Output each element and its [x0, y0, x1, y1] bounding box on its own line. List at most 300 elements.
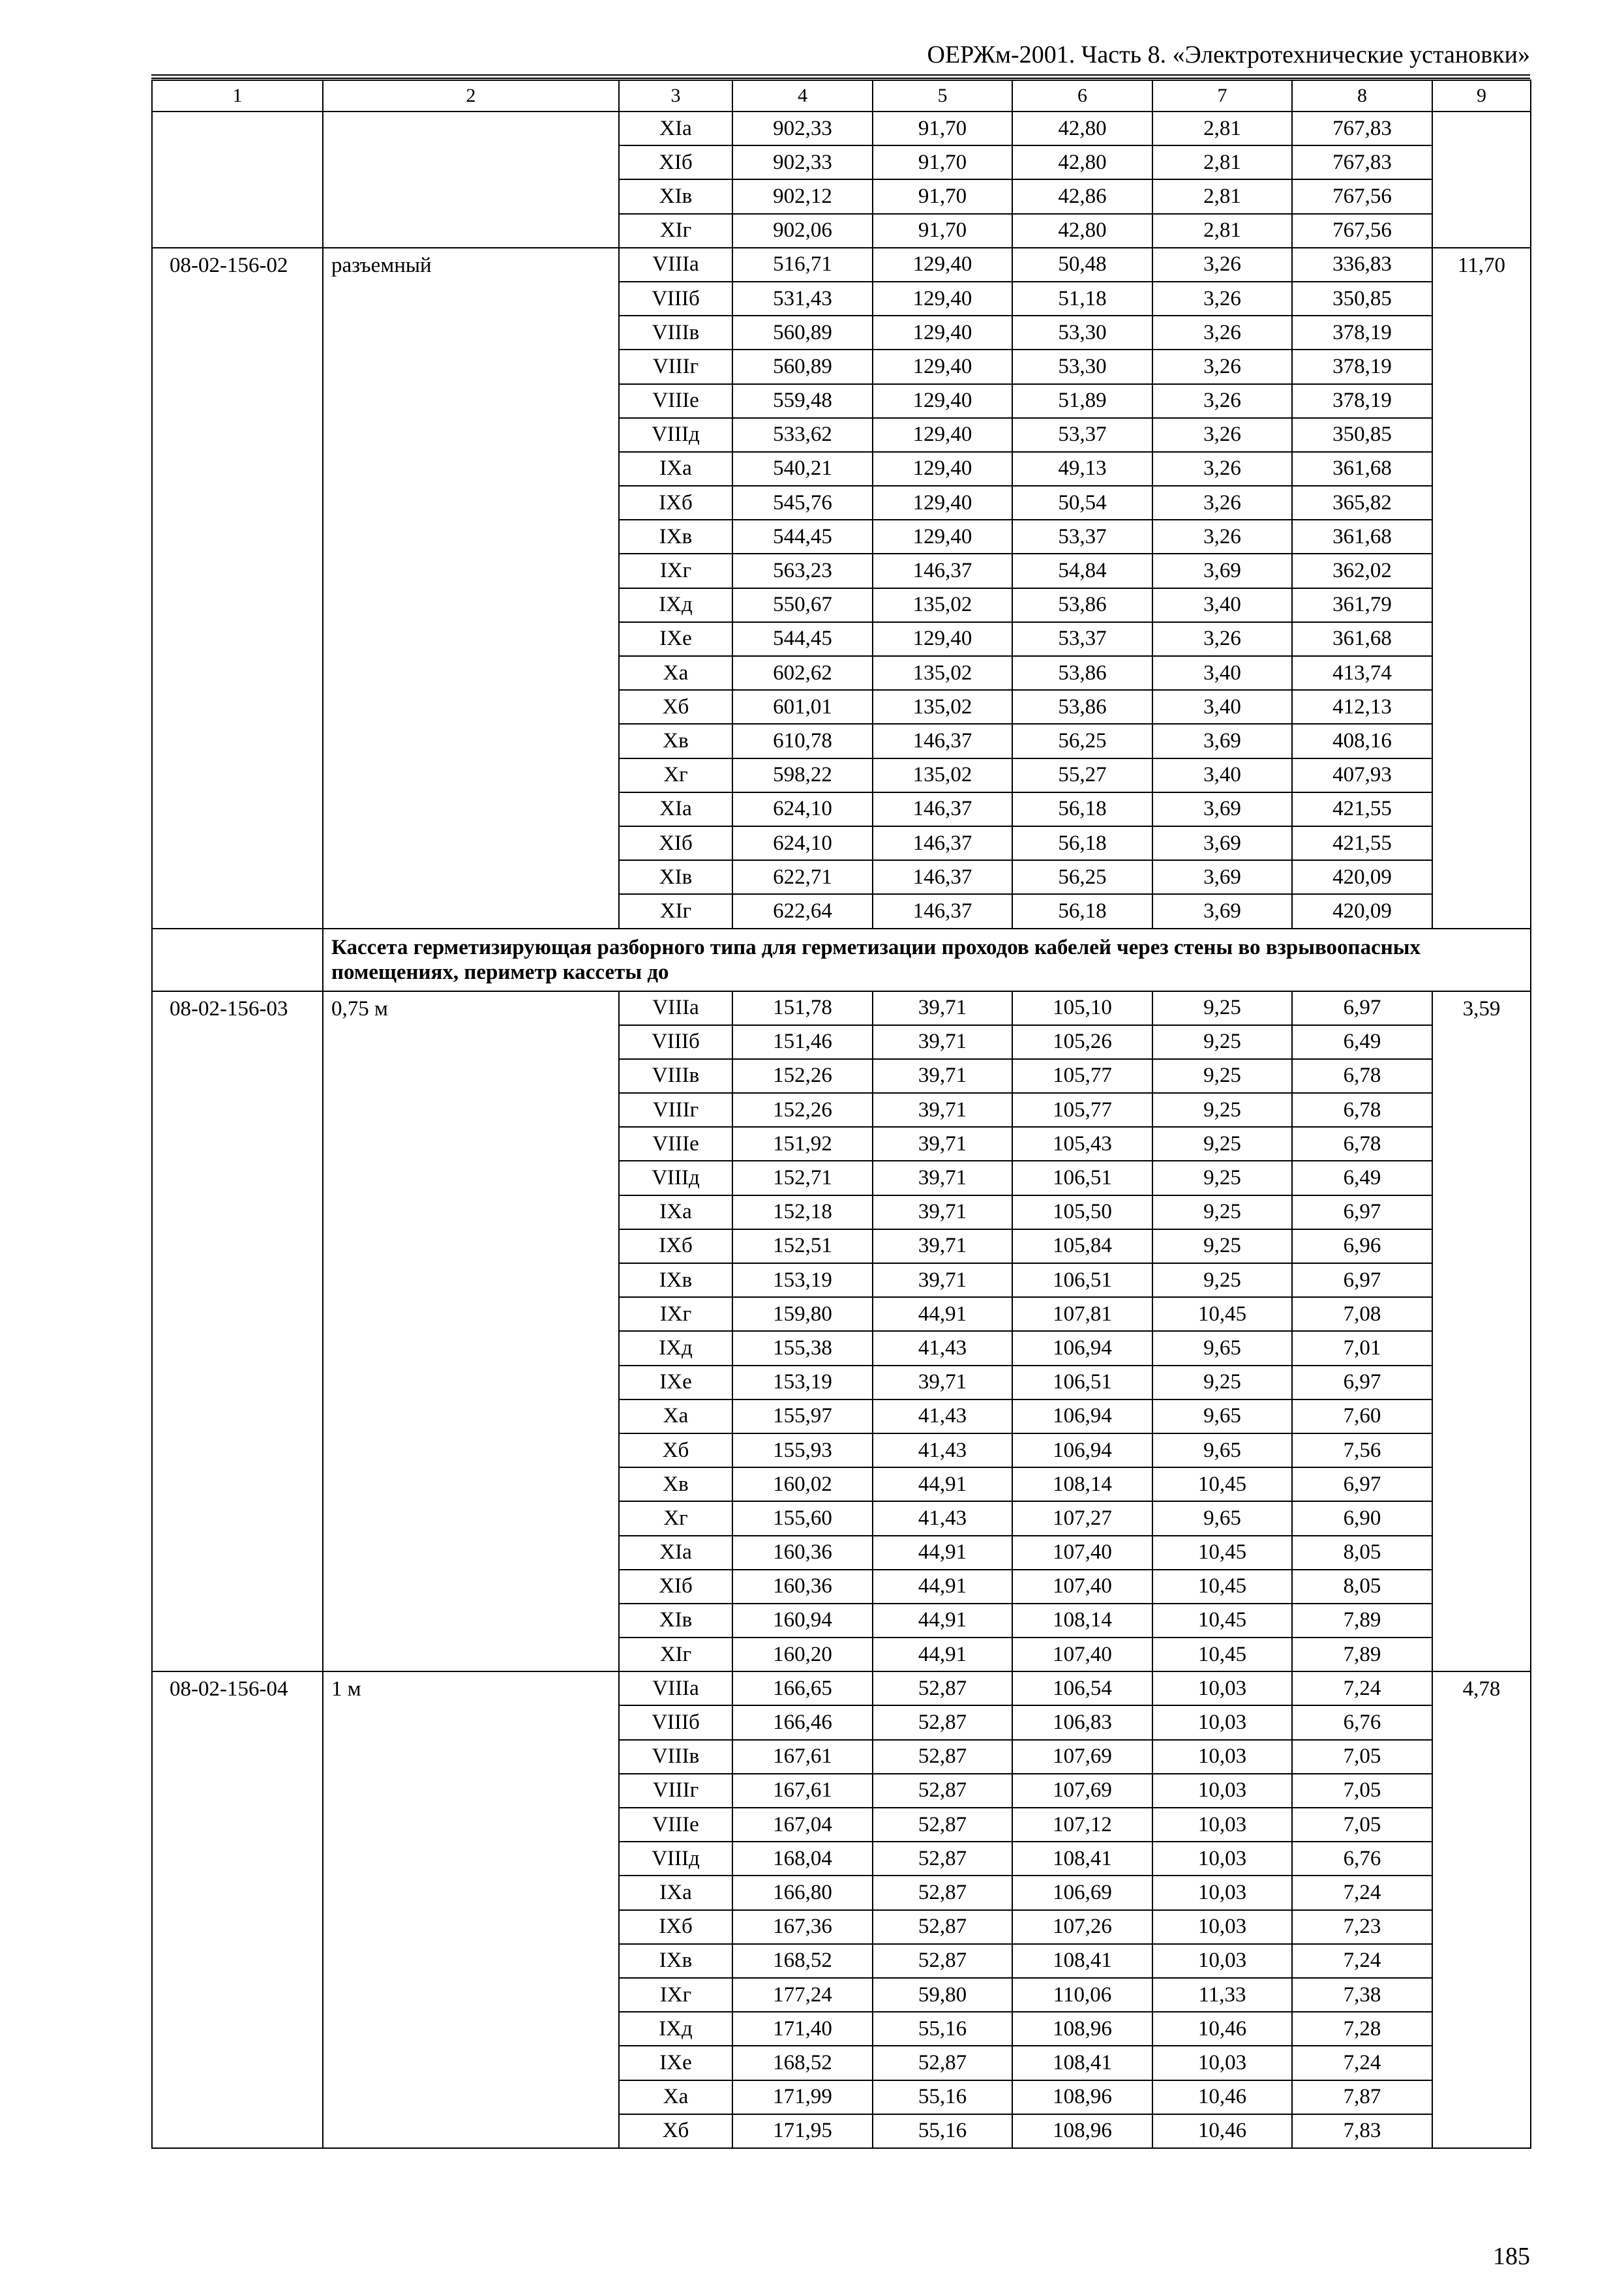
zone-class-cell: XIг	[619, 1638, 732, 1671]
wages-cell: 52,87	[873, 1842, 1012, 1876]
machinist-wages-cell: 3,26	[1152, 248, 1292, 282]
materials-cell: 361,68	[1292, 520, 1432, 554]
materials-cell: 420,09	[1292, 860, 1432, 894]
wages-cell: 55,16	[873, 2012, 1012, 2046]
machinist-wages-cell: 2,81	[1152, 112, 1292, 145]
machinist-wages-cell: 9,25	[1152, 1366, 1292, 1399]
machine-cost-cell: 106,69	[1012, 1876, 1152, 1909]
wages-cell: 39,71	[873, 1127, 1012, 1161]
zone-class-cell: IXв	[619, 1263, 732, 1297]
total-cost-cell: 155,97	[732, 1399, 873, 1433]
zone-class-cell: Xг	[619, 1501, 732, 1535]
wages-cell: 129,40	[873, 452, 1012, 486]
section-heading-row	[152, 929, 1531, 991]
wages-cell: 39,71	[873, 1059, 1012, 1093]
zone-class-cell: VIIIе	[619, 384, 732, 418]
machine-cost-cell: 107,40	[1012, 1570, 1152, 1604]
total-cost-cell: 622,64	[732, 894, 873, 928]
zone-class-cell: IXе	[619, 2046, 732, 2080]
zone-class-cell: IXг	[619, 554, 732, 588]
machine-cost-cell: 51,18	[1012, 282, 1152, 316]
machinist-wages-cell: 9,25	[1152, 1161, 1292, 1195]
wages-cell: 55,16	[873, 2080, 1012, 2114]
total-cost-cell: 544,45	[732, 520, 873, 554]
wages-cell: 129,40	[873, 384, 1012, 418]
machine-cost-cell: 108,96	[1012, 2114, 1152, 2148]
materials-cell: 6,76	[1292, 1842, 1432, 1876]
materials-cell: 361,68	[1292, 452, 1432, 486]
materials-cell: 767,83	[1292, 112, 1432, 145]
materials-cell: 365,82	[1292, 486, 1432, 520]
materials-cell: 7,83	[1292, 2114, 1432, 2148]
materials-cell: 7,05	[1292, 1808, 1432, 1842]
materials-cell: 421,55	[1292, 792, 1432, 826]
wages-cell: 129,40	[873, 316, 1012, 350]
materials-cell: 767,56	[1292, 179, 1432, 213]
wages-cell: 44,91	[873, 1638, 1012, 1671]
total-cost-cell: 152,71	[732, 1161, 873, 1195]
machine-cost-cell: 53,86	[1012, 656, 1152, 690]
materials-cell: 7,87	[1292, 2080, 1432, 2114]
materials-cell: 7,89	[1292, 1638, 1432, 1671]
wages-cell: 39,71	[873, 1025, 1012, 1059]
total-cost-cell: 152,51	[732, 1229, 873, 1263]
section-heading: Кассета герметизирующая разборного типа для герметизации проходов кабелей через стены во взрывоопасных помещениях, периметр кассеты до	[323, 929, 1531, 991]
zone-class-cell: XIа	[619, 112, 732, 145]
zone-class-cell: IXе	[619, 622, 732, 656]
materials-cell: 7,24	[1292, 1671, 1432, 1705]
zone-class-cell: IXа	[619, 1876, 732, 1909]
machine-cost-cell: 108,96	[1012, 2080, 1152, 2114]
materials-cell: 7,08	[1292, 1297, 1432, 1331]
materials-cell: 378,19	[1292, 350, 1432, 383]
machinist-wages-cell: 3,40	[1152, 656, 1292, 690]
machine-cost-cell: 50,48	[1012, 248, 1152, 282]
machine-cost-cell: 106,51	[1012, 1161, 1152, 1195]
zone-class-cell: IXв	[619, 1944, 732, 1978]
materials-cell: 378,19	[1292, 316, 1432, 350]
materials-cell: 6,97	[1292, 1195, 1432, 1229]
wages-cell: 39,71	[873, 1093, 1012, 1127]
wages-cell: 52,87	[873, 1876, 1012, 1909]
wages-cell: 129,40	[873, 248, 1012, 282]
rate-name-cell	[323, 112, 619, 248]
machinist-wages-cell: 10,46	[1152, 2114, 1292, 2148]
zone-class-cell: Xг	[619, 758, 732, 792]
machinist-wages-cell: 3,40	[1152, 588, 1292, 622]
machinist-wages-cell: 9,65	[1152, 1399, 1292, 1433]
machinist-wages-cell: 9,25	[1152, 1093, 1292, 1127]
total-cost-cell: 171,99	[732, 2080, 873, 2114]
machinist-wages-cell: 10,45	[1152, 1638, 1292, 1671]
machine-cost-cell: 53,86	[1012, 690, 1152, 724]
machine-cost-cell: 56,18	[1012, 826, 1152, 860]
materials-cell: 420,09	[1292, 894, 1432, 928]
machinist-wages-cell: 10,45	[1152, 1536, 1292, 1570]
machinist-wages-cell: 3,26	[1152, 282, 1292, 316]
total-cost-cell: 563,23	[732, 554, 873, 588]
total-cost-cell: 560,89	[732, 350, 873, 383]
total-cost-cell: 153,19	[732, 1366, 873, 1399]
materials-cell: 6,97	[1292, 1366, 1432, 1399]
total-cost-cell: 168,52	[732, 2046, 873, 2080]
materials-cell: 7,24	[1292, 1944, 1432, 1978]
zone-class-cell: VIIIг	[619, 350, 732, 383]
running-header: ОЕРЖм-2001. Часть 8. «Электротехнические установки»	[927, 41, 1530, 68]
total-cost-cell: 601,01	[732, 690, 873, 724]
materials-cell: 7,23	[1292, 1910, 1432, 1944]
machine-cost-cell: 53,37	[1012, 520, 1152, 554]
column-number-cell: 3	[619, 80, 732, 112]
zone-class-cell: Xа	[619, 1399, 732, 1433]
total-cost-cell: 151,46	[732, 1025, 873, 1059]
materials-cell: 7,05	[1292, 1774, 1432, 1808]
materials-cell: 361,68	[1292, 622, 1432, 656]
machinist-wages-cell: 3,69	[1152, 724, 1292, 758]
wages-cell: 55,16	[873, 2114, 1012, 2148]
machine-cost-cell: 42,86	[1012, 179, 1152, 213]
rates-table	[151, 80, 1531, 2149]
machine-cost-cell: 42,80	[1012, 145, 1152, 179]
total-cost-cell: 171,95	[732, 2114, 873, 2148]
zone-class-cell: IXб	[619, 1229, 732, 1263]
machine-cost-cell: 105,77	[1012, 1093, 1152, 1127]
machine-cost-cell: 42,80	[1012, 214, 1152, 248]
empty-cell	[152, 929, 323, 991]
total-cost-cell: 902,33	[732, 145, 873, 179]
machine-cost-cell: 53,37	[1012, 622, 1152, 656]
wages-cell: 52,87	[873, 1671, 1012, 1705]
machinist-wages-cell: 2,81	[1152, 179, 1292, 213]
machinist-wages-cell: 9,25	[1152, 1229, 1292, 1263]
machinist-wages-cell: 10,03	[1152, 1705, 1292, 1739]
zone-class-cell: Xа	[619, 2080, 732, 2114]
zone-class-cell: XIг	[619, 214, 732, 248]
machinist-wages-cell: 10,03	[1152, 1842, 1292, 1876]
zone-class-cell: VIIIг	[619, 1774, 732, 1808]
zone-class-cell: IXе	[619, 1366, 732, 1399]
wages-cell: 91,70	[873, 214, 1012, 248]
zone-class-cell: Xб	[619, 1433, 732, 1467]
machinist-wages-cell: 3,26	[1152, 520, 1292, 554]
zone-class-cell: XIв	[619, 1604, 732, 1638]
machine-cost-cell: 106,94	[1012, 1399, 1152, 1433]
machinist-wages-cell: 10,03	[1152, 2046, 1292, 2080]
machine-cost-cell: 53,37	[1012, 418, 1152, 452]
total-cost-cell: 155,60	[732, 1501, 873, 1535]
column-number-cell: 1	[152, 80, 323, 112]
wages-cell: 44,91	[873, 1570, 1012, 1604]
wages-cell: 44,91	[873, 1467, 1012, 1501]
wages-cell: 91,70	[873, 112, 1012, 145]
total-cost-cell: 166,46	[732, 1705, 873, 1739]
wages-cell: 146,37	[873, 860, 1012, 894]
zone-class-cell: XIб	[619, 826, 732, 860]
zone-class-cell: VIIIе	[619, 1127, 732, 1161]
machinist-wages-cell: 3,26	[1152, 350, 1292, 383]
machinist-wages-cell: 11,33	[1152, 1978, 1292, 2012]
total-cost-cell: 160,20	[732, 1638, 873, 1671]
column-number-cell: 9	[1432, 80, 1531, 112]
wages-cell: 39,71	[873, 1161, 1012, 1195]
zone-class-cell: VIIIе	[619, 1808, 732, 1842]
total-cost-cell: 902,12	[732, 179, 873, 213]
zone-class-cell: Xб	[619, 690, 732, 724]
page-number: 185	[1493, 2243, 1530, 2270]
materials-cell: 408,16	[1292, 724, 1432, 758]
total-cost-cell: 610,78	[732, 724, 873, 758]
materials-cell: 413,74	[1292, 656, 1432, 690]
machine-cost-cell: 107,27	[1012, 1501, 1152, 1535]
zone-class-cell: IXа	[619, 1195, 732, 1229]
machinist-wages-cell: 3,69	[1152, 792, 1292, 826]
zone-class-cell: VIIIд	[619, 418, 732, 452]
materials-cell: 336,83	[1292, 248, 1432, 282]
materials-cell: 350,85	[1292, 418, 1432, 452]
materials-cell: 7,24	[1292, 1876, 1432, 1909]
materials-cell: 7,28	[1292, 2012, 1432, 2046]
rate-name-cell: 1 м	[323, 1671, 619, 2148]
rate-code-cell: 08-02-156-03	[152, 991, 323, 1672]
wages-cell: 129,40	[873, 520, 1012, 554]
wages-cell: 39,71	[873, 1229, 1012, 1263]
zone-class-cell: Xа	[619, 656, 732, 690]
machine-cost-cell: 107,69	[1012, 1740, 1152, 1774]
wages-cell: 52,87	[873, 1740, 1012, 1774]
wages-cell: 44,91	[873, 1297, 1012, 1331]
materials-cell: 361,79	[1292, 588, 1432, 622]
wages-cell: 146,37	[873, 826, 1012, 860]
machine-cost-cell: 106,51	[1012, 1366, 1152, 1399]
total-cost-cell: 155,93	[732, 1433, 873, 1467]
machine-cost-cell: 107,69	[1012, 1774, 1152, 1808]
wages-cell: 91,70	[873, 179, 1012, 213]
table-row	[152, 112, 1531, 145]
machine-cost-cell: 107,40	[1012, 1638, 1152, 1671]
machinist-wages-cell: 3,69	[1152, 860, 1292, 894]
machine-cost-cell: 108,41	[1012, 2046, 1152, 2080]
materials-cell: 421,55	[1292, 826, 1432, 860]
zone-class-cell: VIIIа	[619, 248, 732, 282]
total-cost-cell: 152,18	[732, 1195, 873, 1229]
total-cost-cell: 177,24	[732, 1978, 873, 2012]
materials-cell: 6,96	[1292, 1229, 1432, 1263]
materials-cell: 362,02	[1292, 554, 1432, 588]
zone-class-cell: IXд	[619, 2012, 732, 2046]
total-cost-cell: 152,26	[732, 1093, 873, 1127]
materials-cell: 6,76	[1292, 1705, 1432, 1739]
materials-cell: 7,89	[1292, 1604, 1432, 1638]
total-cost-cell: 166,65	[732, 1671, 873, 1705]
materials-cell: 7,05	[1292, 1740, 1432, 1774]
machine-cost-cell: 110,06	[1012, 1978, 1152, 2012]
machine-cost-cell: 105,43	[1012, 1127, 1152, 1161]
machine-cost-cell: 106,94	[1012, 1331, 1152, 1365]
zone-class-cell: IXб	[619, 1910, 732, 1944]
total-cost-cell: 151,78	[732, 991, 873, 1025]
materials-cell: 6,90	[1292, 1501, 1432, 1535]
rate-name-cell: 0,75 м	[323, 991, 619, 1672]
machinist-wages-cell: 3,26	[1152, 452, 1292, 486]
wages-cell: 44,91	[873, 1604, 1012, 1638]
machine-cost-cell: 106,54	[1012, 1671, 1152, 1705]
machine-cost-cell: 56,25	[1012, 860, 1152, 894]
machine-cost-cell: 105,10	[1012, 991, 1152, 1025]
zone-class-cell: VIIIб	[619, 1025, 732, 1059]
total-cost-cell: 902,06	[732, 214, 873, 248]
machine-cost-cell: 49,13	[1012, 452, 1152, 486]
wages-cell: 52,87	[873, 1944, 1012, 1978]
wages-cell: 44,91	[873, 1536, 1012, 1570]
total-cost-cell: 545,76	[732, 486, 873, 520]
zone-class-cell: XIб	[619, 1570, 732, 1604]
zone-class-cell: IXд	[619, 588, 732, 622]
machine-cost-cell: 53,30	[1012, 316, 1152, 350]
materials-cell: 7,56	[1292, 1433, 1432, 1467]
total-cost-cell: 160,02	[732, 1467, 873, 1501]
wages-cell: 135,02	[873, 690, 1012, 724]
materials-cell: 407,93	[1292, 758, 1432, 792]
wages-cell: 52,87	[873, 1774, 1012, 1808]
zone-class-cell: VIIIа	[619, 991, 732, 1025]
machinist-wages-cell: 3,40	[1152, 758, 1292, 792]
labor-cost-cell: 3,59	[1432, 991, 1531, 1672]
total-cost-cell: 160,36	[732, 1570, 873, 1604]
wages-cell: 146,37	[873, 792, 1012, 826]
total-cost-cell: 531,43	[732, 282, 873, 316]
machine-cost-cell: 108,14	[1012, 1467, 1152, 1501]
machinist-wages-cell: 3,69	[1152, 554, 1292, 588]
wages-cell: 41,43	[873, 1331, 1012, 1365]
machinist-wages-cell: 3,69	[1152, 826, 1292, 860]
zone-class-cell: VIIIв	[619, 1740, 732, 1774]
machinist-wages-cell: 9,25	[1152, 1025, 1292, 1059]
materials-cell: 8,05	[1292, 1536, 1432, 1570]
machinist-wages-cell: 10,46	[1152, 2080, 1292, 2114]
materials-cell: 378,19	[1292, 384, 1432, 418]
machine-cost-cell: 53,30	[1012, 350, 1152, 383]
wages-cell: 129,40	[873, 622, 1012, 656]
total-cost-cell: 160,94	[732, 1604, 873, 1638]
zone-class-cell: VIIIв	[619, 316, 732, 350]
column-number-cell: 4	[732, 80, 873, 112]
total-cost-cell: 167,04	[732, 1808, 873, 1842]
header-rule	[151, 74, 1530, 79]
machine-cost-cell: 106,94	[1012, 1433, 1152, 1467]
zone-class-cell: IXг	[619, 1297, 732, 1331]
machine-cost-cell: 56,18	[1012, 792, 1152, 826]
machinist-wages-cell: 10,03	[1152, 1774, 1292, 1808]
wages-cell: 52,87	[873, 1808, 1012, 1842]
total-cost-cell: 159,80	[732, 1297, 873, 1331]
machine-cost-cell: 107,40	[1012, 1536, 1152, 1570]
machine-cost-cell: 105,26	[1012, 1025, 1152, 1059]
machine-cost-cell: 56,25	[1012, 724, 1152, 758]
wages-cell: 129,40	[873, 350, 1012, 383]
machinist-wages-cell: 9,25	[1152, 1127, 1292, 1161]
column-number-cell: 6	[1012, 80, 1152, 112]
labor-cost-cell: 11,70	[1432, 248, 1531, 929]
machine-cost-cell: 106,51	[1012, 1263, 1152, 1297]
machinist-wages-cell: 9,25	[1152, 1263, 1292, 1297]
machinist-wages-cell: 9,25	[1152, 1059, 1292, 1093]
total-cost-cell: 598,22	[732, 758, 873, 792]
zone-class-cell: XIб	[619, 145, 732, 179]
wages-cell: 135,02	[873, 758, 1012, 792]
machine-cost-cell: 50,54	[1012, 486, 1152, 520]
total-cost-cell: 166,80	[732, 1876, 873, 1909]
zone-class-cell: Xб	[619, 2114, 732, 2148]
materials-cell: 6,78	[1292, 1093, 1432, 1127]
machine-cost-cell: 105,50	[1012, 1195, 1152, 1229]
table-row	[152, 1671, 1531, 1705]
wages-cell: 91,70	[873, 145, 1012, 179]
machinist-wages-cell: 3,26	[1152, 486, 1292, 520]
total-cost-cell: 167,36	[732, 1910, 873, 1944]
total-cost-cell: 550,67	[732, 588, 873, 622]
machine-cost-cell: 107,81	[1012, 1297, 1152, 1331]
table-row	[152, 991, 1531, 1025]
wages-cell: 39,71	[873, 1366, 1012, 1399]
rate-code-cell: 08-02-156-02	[152, 248, 323, 929]
machine-cost-cell: 108,41	[1012, 1944, 1152, 1978]
zone-class-cell: IXв	[619, 520, 732, 554]
column-number-cell: 8	[1292, 80, 1432, 112]
materials-cell: 8,05	[1292, 1570, 1432, 1604]
wages-cell: 129,40	[873, 486, 1012, 520]
zone-class-cell: XIа	[619, 1536, 732, 1570]
machinist-wages-cell: 9,25	[1152, 1195, 1292, 1229]
materials-cell: 6,78	[1292, 1059, 1432, 1093]
total-cost-cell: 171,40	[732, 2012, 873, 2046]
machinist-wages-cell: 10,45	[1152, 1570, 1292, 1604]
wages-cell: 59,80	[873, 1978, 1012, 2012]
wages-cell: 135,02	[873, 588, 1012, 622]
table-row	[152, 248, 1531, 282]
machinist-wages-cell: 10,45	[1152, 1467, 1292, 1501]
total-cost-cell: 153,19	[732, 1263, 873, 1297]
rate-name-cell: разъемный	[323, 248, 619, 929]
wages-cell: 39,71	[873, 1263, 1012, 1297]
machinist-wages-cell: 10,03	[1152, 1876, 1292, 1909]
total-cost-cell: 544,45	[732, 622, 873, 656]
total-cost-cell: 602,62	[732, 656, 873, 690]
machine-cost-cell: 108,14	[1012, 1604, 1152, 1638]
machinist-wages-cell: 10,03	[1152, 1740, 1292, 1774]
machinist-wages-cell: 10,03	[1152, 1944, 1292, 1978]
total-cost-cell: 168,04	[732, 1842, 873, 1876]
labor-cost-cell: 4,78	[1432, 1671, 1531, 2148]
wages-cell: 41,43	[873, 1433, 1012, 1467]
total-cost-cell: 622,71	[732, 860, 873, 894]
total-cost-cell: 167,61	[732, 1740, 873, 1774]
zone-class-cell: VIIIб	[619, 1705, 732, 1739]
materials-cell: 350,85	[1292, 282, 1432, 316]
total-cost-cell: 160,36	[732, 1536, 873, 1570]
machinist-wages-cell: 3,26	[1152, 384, 1292, 418]
machinist-wages-cell: 9,25	[1152, 991, 1292, 1025]
machinist-wages-cell: 10,03	[1152, 1808, 1292, 1842]
column-number-cell: 7	[1152, 80, 1292, 112]
machine-cost-cell: 108,41	[1012, 1842, 1152, 1876]
materials-cell: 6,78	[1292, 1127, 1432, 1161]
total-cost-cell: 902,33	[732, 112, 873, 145]
machine-cost-cell: 107,26	[1012, 1910, 1152, 1944]
rate-code-cell	[152, 112, 323, 248]
machine-cost-cell: 107,12	[1012, 1808, 1152, 1842]
materials-cell: 6,97	[1292, 1467, 1432, 1501]
machinist-wages-cell: 10,45	[1152, 1297, 1292, 1331]
